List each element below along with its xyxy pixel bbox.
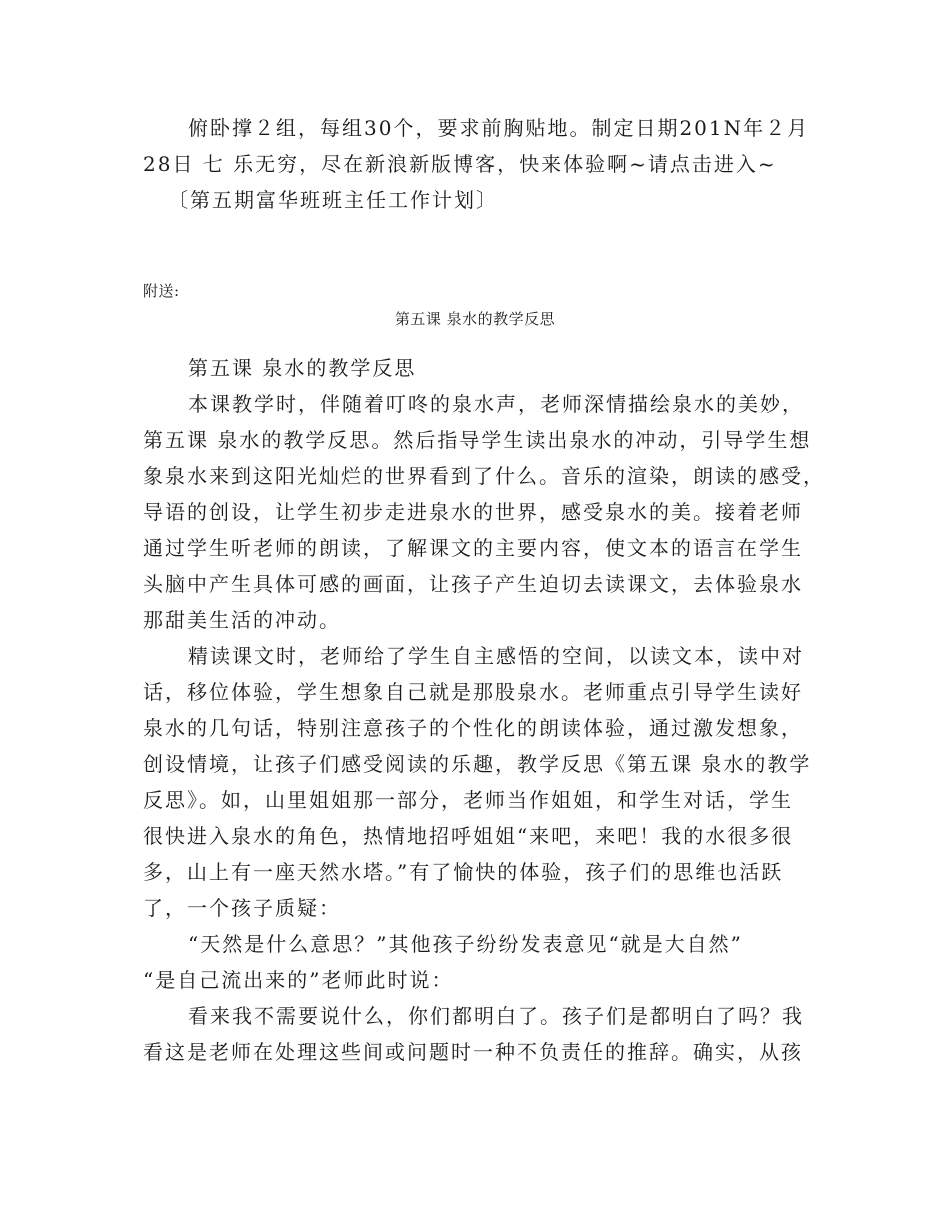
body-line: 泉水的几句话，特别注意孩子的个性化的朗读体验，通过激发想象， (143, 716, 803, 740)
intro-line: 〔第五期富华班班主任工作计划〕 (168, 188, 498, 212)
body-line: 话，移位体验，学生想象自己就是那股泉水。老师重点引导学生读好 (143, 680, 803, 704)
body-line: 那甜美生活的冲动。 (143, 608, 341, 632)
body-line: 本课教学时，伴随着叮咚的泉水声，老师深情描绘泉水的美妙， (188, 392, 804, 416)
intro-line: 俯卧撑２组，每组30个，要求前胸贴地。制定日期201N年２月 (188, 116, 810, 140)
body-line: 反思》。如，山里姐姐那一部分，老师当作姐姐，和学生对话，学生 (143, 788, 793, 812)
body-line: 多，山上有一座天然水塔。”有了愉快的体验，孩子们的思维也活跃 (143, 860, 784, 884)
intro-line: 28日 七 乐无穷，尽在新浪新版博客，快来体验啊~请点击进入~ (143, 152, 777, 176)
appendix-label: 附送: (143, 282, 180, 300)
body-line: 导语的创设，让学生初步走进泉水的世界，感受泉水的美。接着老师 (143, 500, 803, 524)
body-line: 看来我不需要说什么，你们都明白了。孩子们是都明白了吗？我 (188, 1004, 804, 1028)
body-line: 很快进入泉水的角色，热情地招呼姐姐“来吧，来吧！我的水很多很 (143, 824, 794, 848)
body-line: 通过学生听老师的朗读，了解课文的主要内容，使文本的语言在学生 (143, 536, 803, 560)
body-line: 象泉水来到这阳光灿烂的世界看到了什么。音乐的渲染，朗读的感受， (143, 464, 825, 488)
body-line: 第五课 泉水的教学反思 (188, 356, 417, 380)
body-line: 看这是老师在处理这些间或问题时一种不负责任的推辞。确实，从孩 (143, 1040, 803, 1064)
body-line: 精读课文时，老师给了学生自主感悟的空间，以读文本，读中对 (188, 644, 804, 668)
body-line: 创设情境，让孩子们感受阅读的乐趣，教学反思《第五课 泉水的教学 (143, 752, 812, 776)
body-line: 第五课 泉水的教学反思。然后指导学生读出泉水的冲动，引导学生想 (143, 428, 812, 452)
body-line: “是自己流出来的”老师此时说： (143, 968, 454, 992)
body-line: 头脑中产生具体可感的画面，让孩子产生迫切去读课文，去体验泉水 (143, 572, 803, 596)
body-line: “天然是什么意思？”其他孩子纷纷发表意见“就是大自然” (188, 932, 743, 956)
body-line: 了，一个孩子质疑： (143, 896, 341, 920)
article-title: 第五课 泉水的教学反思 (394, 310, 556, 328)
